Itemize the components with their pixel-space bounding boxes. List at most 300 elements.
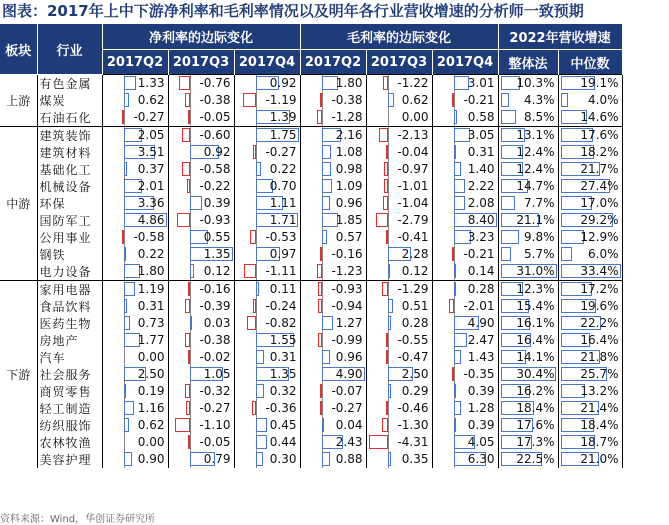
net-margin-cell-value: 0.55 (203, 230, 231, 244)
net-margin-cell-value: 1.55 (269, 333, 297, 347)
net-margin-cell (234, 451, 300, 468)
growth-cell (498, 161, 558, 178)
table-row (0, 315, 622, 332)
gross-margin-cell-value: -4.31 (397, 435, 429, 449)
net-margin-cell-box (235, 92, 300, 109)
net-margin-cell-value: 0.97 (269, 247, 297, 261)
net-margin-cell (102, 315, 168, 332)
growth-cell-box (499, 144, 558, 161)
gross-margin-cell-box (367, 178, 432, 195)
net-margin-cell-box (103, 451, 168, 468)
growth-cell-box (499, 332, 558, 349)
table-row (0, 451, 622, 468)
growth-cell-value: 16.4% (516, 333, 555, 347)
net-margin-cell (102, 281, 168, 299)
net-margin-cell (168, 144, 234, 161)
net-margin-cell-box (103, 332, 168, 349)
net-margin-cell (234, 383, 300, 400)
header-segment: 板块 (0, 24, 37, 75)
gross-margin-cell-box (301, 178, 366, 195)
net-margin-cell-value: 1.05 (203, 367, 231, 381)
gross-margin-cell-box (433, 144, 498, 161)
growth-cell (558, 178, 622, 195)
gross-margin-cell-value: 2.28 (401, 247, 429, 261)
net-margin-cell-box (235, 178, 300, 195)
growth-cell-value: 25.7% (580, 367, 619, 381)
net-margin-cell-value: -0.38 (199, 93, 231, 107)
net-margin-cell-value: -0.24 (265, 299, 297, 313)
gross-margin-cell-box (301, 263, 366, 280)
gross-margin-cell-box (301, 332, 366, 349)
industry-label: 房地产 (37, 332, 102, 349)
gross-margin-cell (300, 92, 366, 109)
table-row (0, 417, 622, 434)
net-margin-cell (102, 417, 168, 434)
gross-margin-cell-value: 0.88 (335, 452, 363, 466)
industry-label: 社会服务 (37, 366, 102, 383)
net-margin-cell-value: 0.70 (269, 179, 297, 193)
net-margin-cell-value: 0.37 (137, 162, 165, 176)
gross-margin-cell (300, 109, 366, 127)
gross-margin-cell-value: 4.90 (335, 367, 363, 381)
table-row (0, 263, 622, 281)
gross-margin-cell (366, 298, 432, 315)
growth-cell-box (499, 383, 558, 400)
gross-margin-cell (432, 263, 498, 281)
growth-cell-value: 16.1% (516, 316, 555, 330)
growth-cell (558, 417, 622, 434)
net-margin-cell (168, 417, 234, 434)
net-margin-cell-value: 1.16 (137, 401, 165, 415)
net-margin-cell (168, 246, 234, 263)
gross-margin-cell (366, 229, 432, 246)
gross-margin-cell (432, 246, 498, 263)
net-margin-cell-box (169, 246, 234, 263)
net-margin-cell (102, 161, 168, 178)
gross-margin-cell-value: 1.43 (467, 350, 495, 364)
growth-cell (558, 281, 622, 299)
net-margin-cell-box (235, 383, 300, 400)
gross-margin-cell-value: -0.93 (331, 282, 363, 296)
gross-margin-cell-value: -1.30 (397, 418, 429, 432)
net-margin-cell-value: 0.44 (269, 435, 297, 449)
gross-margin-cell (366, 417, 432, 434)
gross-margin-cell-box (433, 109, 498, 126)
net-margin-cell-box (103, 349, 168, 366)
net-margin-cell-value: 0.31 (137, 299, 165, 313)
growth-cell-box (559, 246, 622, 263)
gross-margin-cell-box (367, 75, 432, 92)
table-row (0, 298, 622, 315)
gross-margin-cell-value: -2.79 (397, 213, 429, 227)
net-margin-cell-value: 0.73 (137, 316, 165, 330)
gross-margin-cell-box (367, 451, 432, 468)
growth-cell-box (499, 417, 558, 434)
gross-margin-cell-value: 3.23 (467, 230, 495, 244)
net-margin-cell-value: 0.19 (137, 384, 165, 398)
gross-margin-cell (366, 212, 432, 229)
gross-margin-cell-value: -1.29 (397, 282, 429, 296)
gross-margin-cell (300, 178, 366, 195)
growth-cell-box (559, 75, 622, 92)
growth-cell-value: 29.2% (580, 213, 619, 227)
gross-margin-cell (300, 212, 366, 229)
gross-margin-cell-value: -0.94 (331, 299, 363, 313)
gross-margin-cell-box (301, 229, 366, 246)
net-margin-cell (168, 366, 234, 383)
gross-margin-cell-box (367, 417, 432, 434)
gross-margin-cell-value: -1.28 (331, 110, 363, 124)
gross-margin-cell (366, 434, 432, 451)
gross-margin-cell (300, 383, 366, 400)
gross-margin-cell-box (301, 349, 366, 366)
industry-label: 商贸零售 (37, 383, 102, 400)
net-margin-cell (102, 127, 168, 145)
growth-cell (498, 332, 558, 349)
gross-margin-cell-box (433, 366, 498, 383)
growth-cell-box (499, 246, 558, 263)
net-margin-cell-box (235, 298, 300, 315)
gross-margin-cell-box (367, 263, 432, 280)
industry-label: 环保 (37, 195, 102, 212)
gross-margin-cell (366, 315, 432, 332)
growth-cell (558, 298, 622, 315)
net-margin-cell-value: 1.71 (269, 213, 297, 227)
gross-margin-cell (432, 92, 498, 109)
industry-label: 医药生物 (37, 315, 102, 332)
net-margin-cell-value: 1.77 (137, 333, 165, 347)
gross-margin-cell (366, 332, 432, 349)
net-margin-cell (168, 434, 234, 451)
growth-cell (558, 383, 622, 400)
gross-margin-cell-box (301, 434, 366, 451)
net-margin-cell-box (235, 109, 300, 126)
gross-margin-cell-value: -1.23 (331, 264, 363, 278)
net-margin-cell-box (103, 263, 168, 280)
net-margin-cell-value: 1.35 (269, 367, 297, 381)
net-margin-cell-box (235, 332, 300, 349)
net-margin-cell-box (169, 332, 234, 349)
gross-margin-cell (366, 109, 432, 127)
gross-margin-cell-box (301, 109, 366, 126)
gross-margin-cell-box (367, 281, 432, 298)
net-margin-cell (102, 349, 168, 366)
growth-cell-box (499, 349, 558, 366)
gross-margin-cell (300, 263, 366, 281)
growth-cell-value: 21.1% (516, 213, 555, 227)
net-margin-cell-box (169, 109, 234, 126)
growth-cell-box (499, 400, 558, 417)
net-margin-cell-value: -0.05 (199, 110, 231, 124)
gross-margin-cell (432, 144, 498, 161)
net-margin-cell-box (103, 315, 168, 332)
gross-margin-cell (300, 246, 366, 263)
net-margin-cell (168, 263, 234, 281)
net-margin-cell (168, 298, 234, 315)
gross-margin-cell-value: 4.90 (467, 316, 495, 330)
net-margin-cell (168, 349, 234, 366)
net-margin-cell-box (235, 263, 300, 280)
gross-margin-cell-value: 0.29 (401, 384, 429, 398)
gross-margin-cell-value: 3.05 (467, 128, 495, 142)
net-margin-cell (234, 366, 300, 383)
net-margin-cell-box (103, 212, 168, 229)
net-margin-cell-value: -0.82 (265, 316, 297, 330)
table-row (0, 349, 622, 366)
gross-margin-cell-box (301, 161, 366, 178)
gross-margin-cell (366, 161, 432, 178)
net-margin-cell-box (235, 315, 300, 332)
gross-margin-cell-box (433, 263, 498, 280)
growth-cell (558, 246, 622, 263)
segment-label: 上游 (0, 75, 37, 127)
growth-cell-value: 14.1% (516, 350, 555, 364)
net-margin-cell-value: 0.03 (203, 316, 231, 330)
gross-margin-cell (300, 451, 366, 468)
net-margin-cell-box (235, 75, 300, 92)
table-row (0, 434, 622, 451)
net-margin-cell-value: -0.27 (265, 145, 297, 159)
table-row (0, 229, 622, 246)
gross-margin-cell-value: -0.04 (397, 145, 429, 159)
net-margin-cell-box (169, 400, 234, 417)
gross-margin-cell-box (433, 75, 498, 92)
gross-margin-cell (432, 298, 498, 315)
table-row (0, 178, 622, 195)
net-margin-cell-value: -0.38 (199, 333, 231, 347)
gross-margin-cell-box (367, 434, 432, 451)
net-margin-cell-value: -0.27 (199, 401, 231, 415)
gross-margin-cell-box (301, 212, 366, 229)
subheader-net-q4: 2017Q4 (234, 50, 300, 75)
growth-cell (498, 298, 558, 315)
growth-cell-box (559, 366, 622, 383)
growth-cell (498, 281, 558, 299)
gross-margin-cell-value: -0.21 (463, 93, 495, 107)
gross-margin-cell-box (433, 281, 498, 298)
net-margin-cell (102, 144, 168, 161)
net-margin-cell-value: 0.11 (269, 282, 297, 296)
net-margin-cell-box (235, 127, 300, 144)
gross-margin-cell-box (367, 298, 432, 315)
table-row (0, 400, 622, 417)
net-margin-cell-value: 0.62 (137, 93, 165, 107)
gross-margin-cell-value: 0.04 (335, 418, 363, 432)
gross-margin-cell (300, 400, 366, 417)
growth-cell-box (559, 332, 622, 349)
industry-label: 纺织服饰 (37, 417, 102, 434)
table-row (0, 161, 622, 178)
growth-cell (558, 315, 622, 332)
gross-margin-cell-value: -0.46 (397, 401, 429, 415)
gross-margin-cell-value: 0.14 (467, 264, 495, 278)
gross-margin-cell-box (433, 178, 498, 195)
industry-label: 汽车 (37, 349, 102, 366)
gross-margin-cell-box (433, 332, 498, 349)
net-margin-cell-value: -0.22 (199, 179, 231, 193)
growth-cell (498, 349, 558, 366)
net-margin-cell (102, 92, 168, 109)
net-margin-cell-value: -0.36 (265, 401, 297, 415)
table-row (0, 144, 622, 161)
growth-cell-box (499, 92, 558, 109)
growth-cell-value: 6.0% (588, 247, 619, 261)
gross-margin-cell-value: -1.22 (397, 76, 429, 90)
growth-cell-box (559, 178, 622, 195)
net-margin-cell-box (103, 161, 168, 178)
net-margin-cell (234, 178, 300, 195)
net-margin-cell-box (103, 246, 168, 263)
gross-margin-cell-value: 1.85 (335, 213, 363, 227)
gross-margin-cell-value: -0.38 (331, 93, 363, 107)
net-margin-cell (234, 144, 300, 161)
net-margin-cell (234, 281, 300, 299)
gross-margin-cell-value: -0.27 (331, 401, 363, 415)
net-margin-cell-value: 3.51 (137, 145, 165, 159)
gross-margin-cell-value: -1.01 (397, 179, 429, 193)
growth-cell-value: 17.0% (580, 196, 619, 210)
growth-cell (498, 195, 558, 212)
gross-margin-cell-box (433, 383, 498, 400)
growth-cell-value: 33.4% (580, 264, 619, 278)
industry-label: 电力设备 (37, 263, 102, 281)
growth-cell-value: 19.6% (580, 299, 619, 313)
growth-cell-box (559, 281, 622, 298)
table-row (0, 92, 622, 109)
growth-cell-value: 19.1% (580, 76, 619, 90)
gross-margin-cell-value: 0.58 (467, 110, 495, 124)
growth-cell (498, 109, 558, 127)
net-margin-cell (234, 195, 300, 212)
growth-cell-value: 8.5% (524, 110, 555, 124)
gross-margin-cell (432, 229, 498, 246)
growth-cell-value: 18.7% (580, 435, 619, 449)
growth-cell-value: 18.2% (580, 145, 619, 159)
growth-cell (558, 161, 622, 178)
gross-margin-cell (432, 127, 498, 145)
gross-margin-cell (366, 281, 432, 299)
gross-margin-cell (300, 144, 366, 161)
gross-margin-cell-value: 1.80 (335, 76, 363, 90)
gross-margin-cell-box (367, 400, 432, 417)
net-margin-cell-value: -0.60 (199, 128, 231, 142)
net-margin-cell-box (169, 434, 234, 451)
gross-margin-cell (366, 127, 432, 145)
subheader-net-q3: 2017Q3 (168, 50, 234, 75)
table-body (0, 75, 622, 469)
gross-margin-cell-value: 0.28 (467, 282, 495, 296)
net-margin-cell-value: 2.01 (137, 179, 165, 193)
net-margin-cell-box (103, 417, 168, 434)
growth-cell-box (559, 92, 622, 109)
gross-margin-cell (366, 246, 432, 263)
gross-margin-cell-box (433, 315, 498, 332)
gross-margin-cell-box (367, 144, 432, 161)
gross-margin-cell (366, 366, 432, 383)
growth-cell-value: 14.6% (580, 110, 619, 124)
growth-cell (558, 434, 622, 451)
net-margin-cell (102, 212, 168, 229)
net-margin-cell (168, 92, 234, 109)
net-margin-cell-box (169, 161, 234, 178)
growth-cell-box (559, 383, 622, 400)
growth-cell (558, 263, 622, 281)
gross-margin-cell-box (433, 349, 498, 366)
growth-cell-value: 12.9% (580, 230, 619, 244)
net-margin-cell (102, 75, 168, 93)
net-margin-cell-box (169, 178, 234, 195)
gross-margin-cell-value: 1.08 (335, 145, 363, 159)
net-margin-cell-box (235, 366, 300, 383)
gross-margin-cell-value: -0.41 (397, 230, 429, 244)
net-margin-cell-value: 1.19 (137, 282, 165, 296)
gross-margin-cell-box (433, 92, 498, 109)
gross-margin-cell-value: 0.98 (335, 162, 363, 176)
net-margin-cell (102, 400, 168, 417)
net-margin-cell-box (235, 417, 300, 434)
net-margin-cell-box (169, 349, 234, 366)
net-margin-cell (102, 383, 168, 400)
net-margin-cell (168, 383, 234, 400)
net-margin-cell (168, 229, 234, 246)
net-margin-cell-box (235, 144, 300, 161)
growth-cell (558, 75, 622, 93)
gross-margin-cell (432, 161, 498, 178)
net-margin-cell-value: -1.11 (265, 264, 297, 278)
gross-margin-cell (300, 417, 366, 434)
gross-margin-cell-box (367, 383, 432, 400)
net-margin-cell (168, 195, 234, 212)
net-margin-cell (102, 246, 168, 263)
growth-cell-box (559, 229, 622, 246)
gross-margin-cell-box (301, 298, 366, 315)
gross-margin-cell (432, 178, 498, 195)
gross-margin-cell (300, 75, 366, 93)
header-industry: 行业 (37, 24, 102, 75)
gross-margin-cell (432, 400, 498, 417)
gross-margin-cell-box (433, 127, 498, 144)
industry-label: 煤炭 (37, 92, 102, 109)
gross-margin-cell-value: -0.07 (331, 384, 363, 398)
subheader-growth-overall: 整体法 (498, 50, 558, 75)
growth-cell-value: 5.7% (524, 247, 555, 261)
growth-cell (558, 92, 622, 109)
growth-cell (558, 212, 622, 229)
gross-margin-cell (366, 263, 432, 281)
net-margin-cell (234, 400, 300, 417)
gross-margin-cell (432, 434, 498, 451)
net-margin-cell-value: 0.32 (269, 384, 297, 398)
growth-cell-box (499, 434, 558, 451)
net-margin-cell (168, 109, 234, 127)
gross-margin-cell-value: 0.28 (401, 316, 429, 330)
subheader-net-q2: 2017Q2 (102, 50, 168, 75)
growth-cell (498, 75, 558, 93)
growth-cell (498, 178, 558, 195)
net-margin-cell (234, 212, 300, 229)
growth-cell-value: 17.6% (580, 128, 619, 142)
subheader-growth-median: 中位数 (558, 50, 622, 75)
net-margin-cell (234, 263, 300, 281)
net-margin-cell (234, 298, 300, 315)
net-margin-cell-value: -0.58 (133, 230, 165, 244)
gross-margin-cell-box (301, 144, 366, 161)
industry-label: 石油石化 (37, 109, 102, 127)
growth-cell-box (559, 144, 622, 161)
net-margin-cell-box (103, 366, 168, 383)
gross-margin-cell (432, 383, 498, 400)
gross-margin-cell-value: 0.39 (467, 418, 495, 432)
